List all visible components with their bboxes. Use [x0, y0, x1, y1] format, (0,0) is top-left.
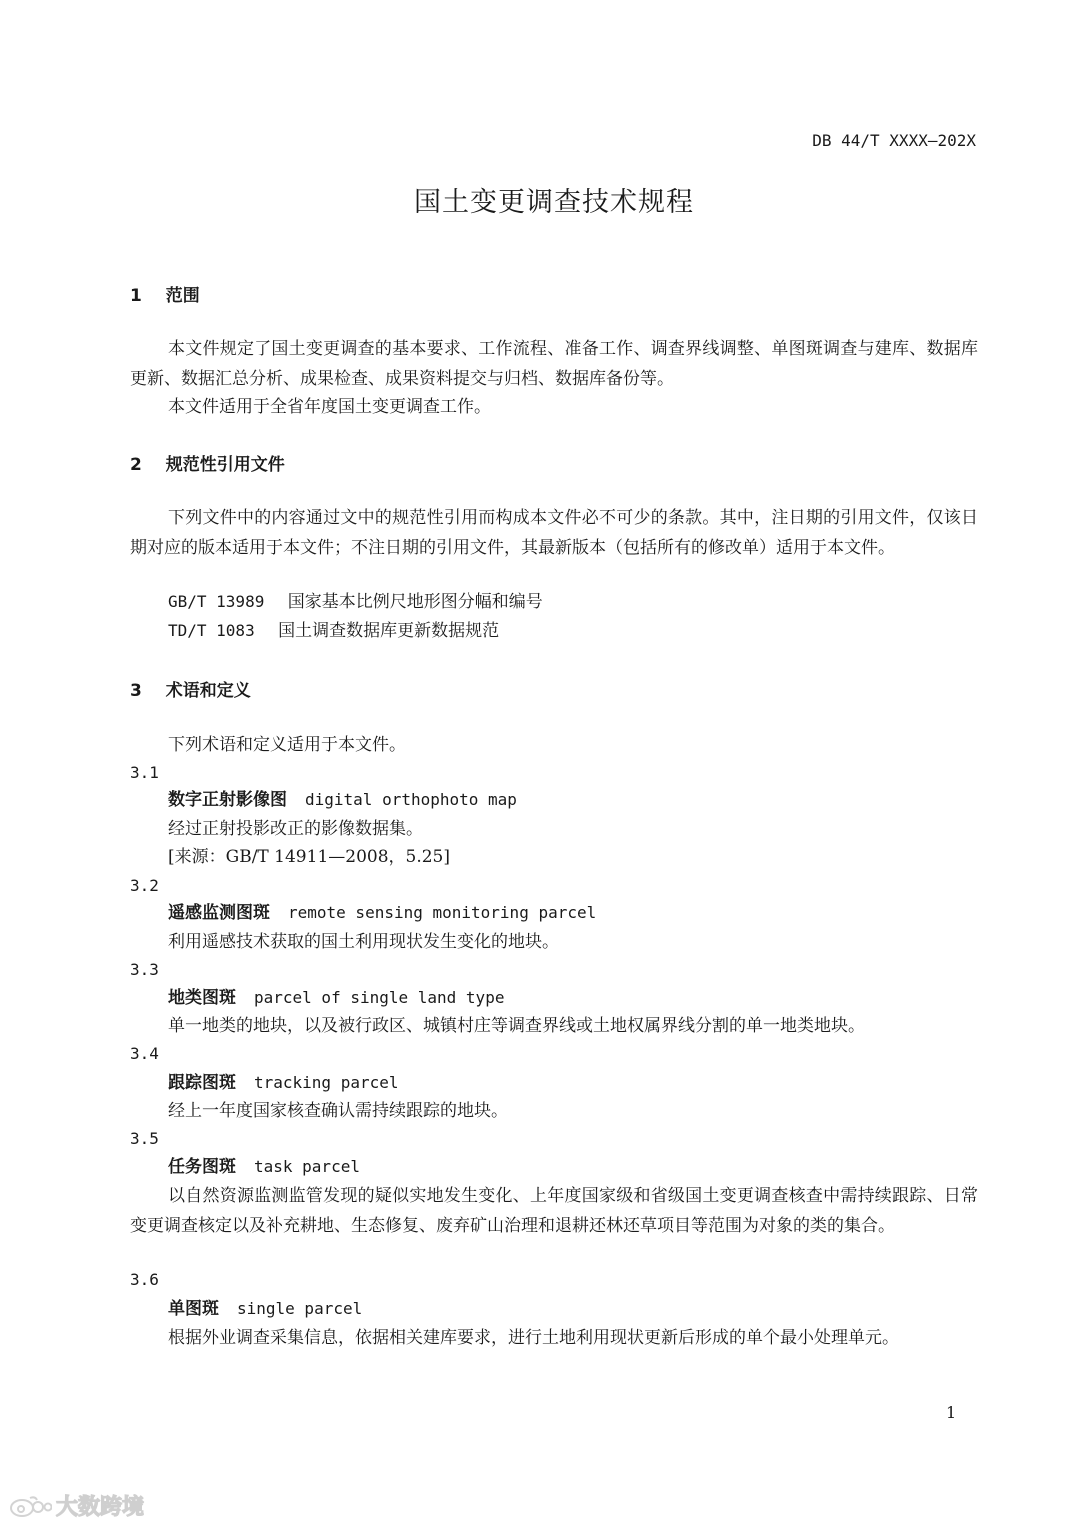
term-number: 3.6 [130, 1270, 159, 1289]
term-zh: 单图斑 [168, 1299, 219, 1319]
term-en: single parcel [237, 1299, 363, 1318]
term-heading [168, 984, 504, 1012]
section-3-heading [130, 676, 251, 701]
term-number: 3.2 [130, 876, 159, 895]
term-number: 3.5 [130, 1129, 159, 1148]
reference-code: TD/T 1083 [168, 621, 255, 640]
term-en: digital orthophoto map [305, 790, 517, 809]
term-heading [168, 899, 596, 927]
section-number: 3 [130, 681, 142, 701]
section-1-paragraph-2: 本文件适用于全省年度国土变更调查工作。 [168, 397, 491, 417]
section-3-paragraph-1: 下列术语和定义适用于本文件。 [168, 735, 406, 755]
section-2-heading [130, 450, 285, 475]
term-zh: 跟踪图斑 [168, 1073, 236, 1093]
term-source: [来源：GB/T 14911—2008，5.25] [168, 847, 451, 867]
weibo-logo-icon [8, 1493, 52, 1519]
term-en: tracking parcel [254, 1073, 399, 1092]
reference-item [168, 617, 499, 645]
page-title: 国土变更调查技术规程 [414, 187, 694, 218]
section-number: 1 [130, 286, 142, 306]
section-1-paragraph-1: 本文件规定了国土变更调查的基本要求、工作流程、准备工作、调查界线调整、单图斑调查与建库、数据库更新、数据汇总分析、成果检查、成果资料提交与归档、数据库备份等。 [130, 339, 978, 389]
section-title: 规范性引用文件 [165, 455, 285, 475]
term-definition: 经上一年度国家核查确认需持续跟踪的地块。 [168, 1101, 508, 1121]
page-number: 1 [946, 1403, 957, 1422]
reference-name: 国土调查数据库更新数据规范 [278, 621, 500, 641]
term-en: parcel of single land type [254, 988, 505, 1007]
term-zh: 地类图斑 [168, 988, 236, 1008]
term-definition: 根据外业调查采集信息，依据相关建库要求，进行土地利用现状更新后形成的单个最小处理单元。 [168, 1328, 899, 1348]
term-definition: 利用遥感技术获取的国土利用现状发生变化的地块。 [168, 932, 559, 952]
term-en: task parcel [254, 1157, 360, 1176]
term-heading [168, 1295, 362, 1323]
term-zh: 任务图斑 [168, 1157, 236, 1177]
term-zh: 遥感监测图斑 [168, 903, 270, 923]
term-definition: 以自然资源监测监管发现的疑似实地发生变化、上年度国家级和省级国土变更调查核查中需持续跟踪、日常变更调查核定以及补充耕地、生态修复、废弃矿山治理和退耕还林还草项目等范围为对象的类的集合。 [130, 1186, 978, 1236]
term-definition: 经过正射投影改正的影像数据集。 [168, 819, 423, 839]
term-number: 3.4 [130, 1044, 159, 1063]
document-code: DB 44/T XXXX—202X [812, 131, 976, 150]
term-heading [168, 1069, 399, 1097]
term-heading [168, 786, 517, 814]
term-number: 3.3 [130, 960, 159, 979]
section-number: 2 [130, 455, 142, 475]
term-heading [168, 1153, 360, 1181]
section-title: 术语和定义 [165, 681, 251, 701]
term-definition: 单一地类的地块，以及被行政区、城镇村庄等调查界线或土地权属界线分割的单一地类地块。 [168, 1016, 865, 1036]
section-title: 范围 [165, 286, 200, 306]
term-number: 3.1 [130, 763, 159, 782]
section-1-heading [130, 281, 200, 306]
reference-code: GB/T 13989 [168, 592, 265, 611]
term-en: remote sensing monitoring parcel [288, 903, 597, 922]
reference-item [168, 588, 543, 616]
watermark-text: 大数跨境 [56, 1495, 145, 1520]
watermark [8, 1490, 144, 1521]
section-2-paragraph-1: 下列文件中的内容通过文中的规范性引用而构成本文件必不可少的条款。其中，注日期的引用文件，仅该日期对应的版本适用于本文件；不注日期的引用文件，其最新版本（包括所有的修改单）适用于本文件。 [130, 508, 978, 558]
reference-name: 国家基本比例尺地形图分幅和编号 [287, 592, 543, 612]
term-zh: 数字正射影像图 [168, 790, 287, 810]
